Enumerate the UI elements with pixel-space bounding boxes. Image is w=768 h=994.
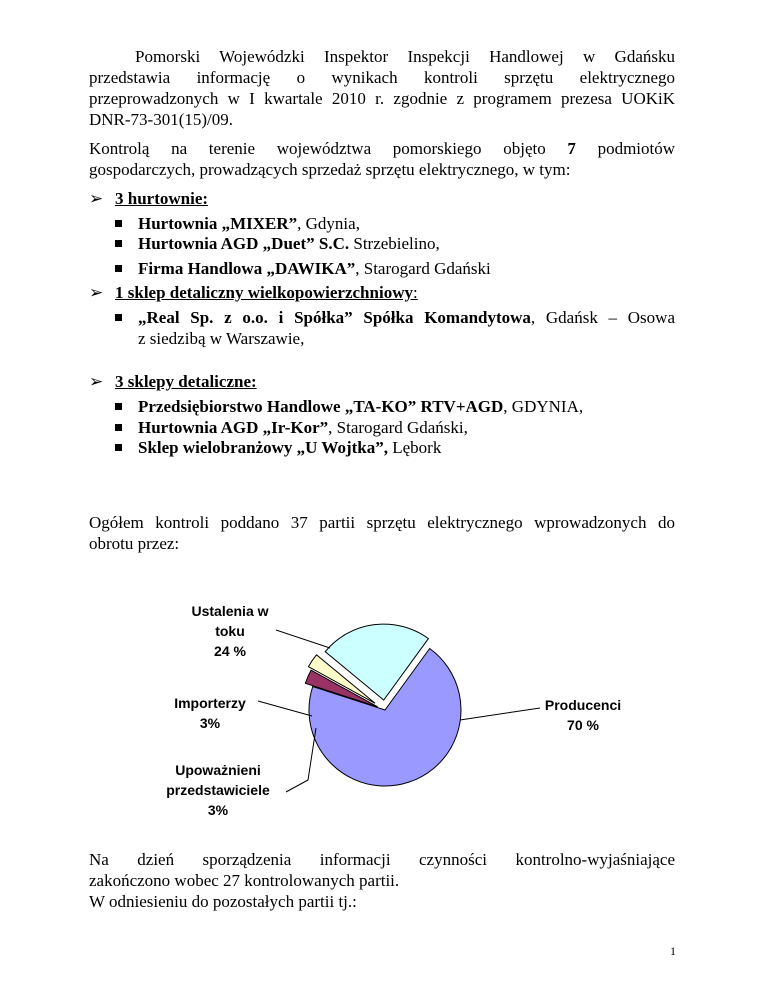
closing-line-1a: Na dzień sporządzenia informacji czynności bbox=[89, 850, 487, 869]
arrow-bullet-icon: ➢ bbox=[89, 372, 104, 391]
label-upowaznieni-line1: Upoważnieni bbox=[175, 762, 261, 778]
intro-line-1: Pomorski Wojewódzki Inspektor Inspekcji Handlowej w Gdańsku bbox=[135, 47, 675, 66]
entity-location: Lębork bbox=[388, 438, 442, 457]
group-heading-colon: : bbox=[412, 283, 418, 302]
entity-name: Hurtownia „MIXER” bbox=[138, 214, 298, 233]
square-bullet-icon bbox=[115, 314, 122, 321]
square-bullet-icon bbox=[115, 240, 122, 247]
closing-line-1 bbox=[89, 849, 675, 870]
scope-line-2: gospodarczych, prowadzących sprzedaż sprzętu elektrycznego, w tym: bbox=[89, 160, 571, 179]
entity-location: , Gdańsk – Osowa bbox=[530, 308, 675, 327]
square-bullet-icon bbox=[115, 403, 122, 410]
scope-count: 7 bbox=[567, 139, 576, 158]
entity-name: Sklep wielobranżowy „U Wojtka”, bbox=[138, 438, 388, 457]
label-upowaznieni-line2: przedstawiciele bbox=[166, 782, 270, 798]
label-upowaznieni bbox=[150, 760, 286, 820]
group-heading-hurtownie: 3 hurtownie: bbox=[115, 189, 209, 208]
label-ustalenia-value: 24 % bbox=[214, 643, 246, 659]
entity-name: „Real Sp. z o.o. i Spółka” Spółka Komandytowa bbox=[138, 308, 531, 327]
label-importerzy bbox=[162, 693, 258, 733]
square-bullet-icon bbox=[115, 265, 122, 272]
label-ustalenia-line1: Ustalenia w bbox=[191, 603, 269, 619]
closing-line-1b: kontrolno-wyjaśniające bbox=[515, 850, 675, 869]
closing-line-3: W odniesieniu do pozostałych partii tj.: bbox=[89, 892, 357, 911]
list-item bbox=[115, 307, 675, 349]
label-ustalenia bbox=[180, 601, 280, 661]
scope-text-a: Kontrolą na terenie województwa pomorskiego objęto bbox=[89, 139, 546, 158]
label-importerzy-line1: Importerzy bbox=[174, 695, 246, 711]
entity-name: Przedsiębiorstwo Handlowe „TA-KO” RTV+AGD bbox=[138, 397, 504, 416]
label-producenci-value: 70 % bbox=[567, 717, 599, 733]
label-upowaznieni-value: 3% bbox=[207, 802, 229, 818]
pie-chart bbox=[0, 580, 768, 860]
group-heading-wielkopowierzchniowy bbox=[115, 282, 418, 303]
entity-name: Hurtownia AGD „Ir-Kor” bbox=[138, 418, 329, 437]
intro-line-2: przedstawia informację o wynikach kontroli sprzętu elektrycznego bbox=[89, 68, 675, 87]
leader-importerzy bbox=[258, 701, 312, 716]
page-number: 1 bbox=[670, 944, 676, 958]
scope-line-1 bbox=[89, 138, 675, 159]
intro-line-3: przeprowadzonych w I kwartale 2010 r. zgodnie z programem prezesa UOKiK bbox=[89, 89, 675, 108]
leader-producenci bbox=[460, 708, 540, 720]
square-bullet-icon bbox=[115, 424, 122, 431]
entity-location: , Starogard Gdański bbox=[355, 259, 491, 278]
label-producenci bbox=[530, 695, 636, 735]
label-producenci-line1: Producenci bbox=[544, 697, 622, 713]
entity-location: , Starogard Gdański, bbox=[328, 418, 468, 437]
entity-location-line2: z siedzibą w Warszawie, bbox=[138, 329, 305, 348]
summary-line-1: Ogółem kontroli poddano 37 partii sprzętu elektrycznego wprowadzonych do bbox=[89, 513, 675, 532]
entity-name: Hurtownia AGD „Duet” S.C. bbox=[138, 234, 350, 253]
scope-text-c: podmiotów bbox=[597, 139, 676, 158]
entity-location: Strzebielino, bbox=[349, 234, 440, 253]
summary-line-2: obrotu przez: bbox=[89, 534, 180, 553]
square-bullet-icon bbox=[115, 220, 122, 227]
group-heading-sklepy: 3 sklepy detaliczne: bbox=[115, 372, 257, 391]
arrow-bullet-icon: ➢ bbox=[89, 283, 104, 302]
leader-ustalenia bbox=[276, 630, 330, 648]
closing-line-2: zakończono wobec 27 kontrolowanych partii. bbox=[89, 871, 400, 890]
leader-upowaznieni bbox=[286, 728, 316, 792]
label-importerzy-value: 3% bbox=[199, 715, 221, 731]
entity-location: , Gdynia, bbox=[297, 214, 360, 233]
square-bullet-icon bbox=[115, 444, 122, 451]
entity-location: , GDYNIA, bbox=[503, 397, 584, 416]
intro-line-4: DNR-73-301(15)/09. bbox=[89, 110, 234, 129]
group-heading-text: 1 sklep detaliczny wielkopowierzchniowy bbox=[115, 283, 413, 302]
label-ustalenia-line2: toku bbox=[215, 623, 245, 639]
entity-name: Firma Handlowa „DAWIKA” bbox=[138, 259, 356, 278]
arrow-bullet-icon: ➢ bbox=[89, 189, 104, 208]
